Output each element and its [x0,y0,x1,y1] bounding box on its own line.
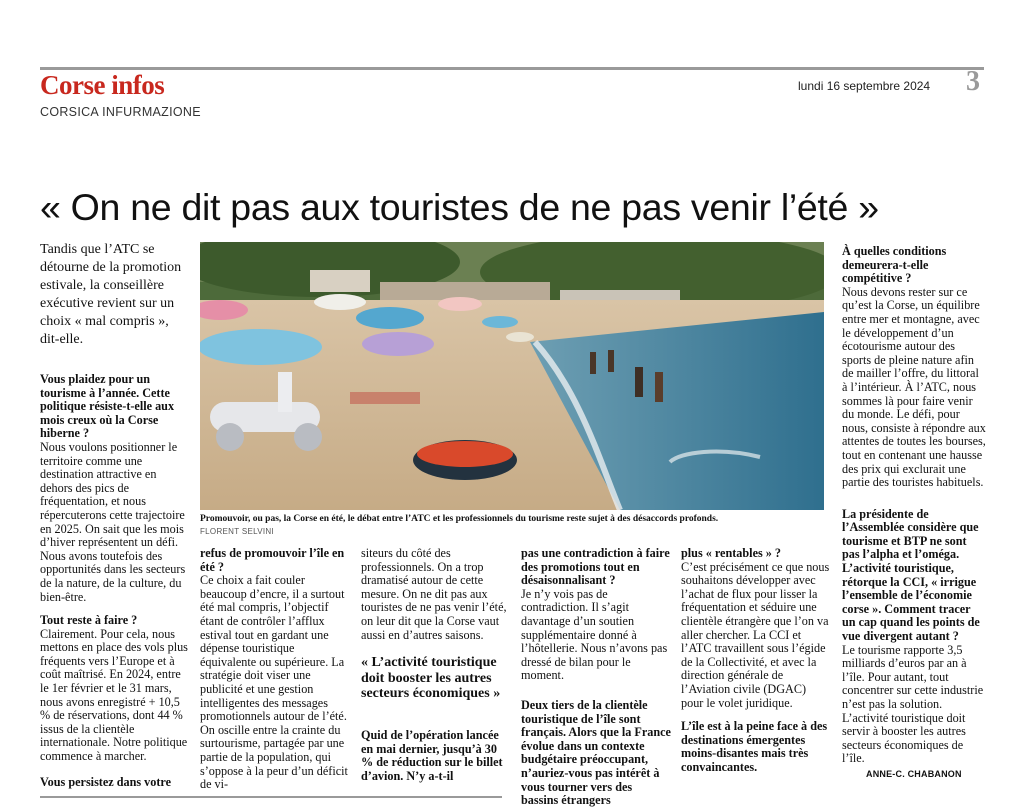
question-text: La présidente de l’Assemblée considère que tourisme et BTP ne sont pas l’alpha et l’oméga. L’activité touristique, rétorque la CCI, « irrigue l’ensemble de l’économie corse ». Comment tracer un cap quand les points de vue divergent autant ? [842,506,980,644]
masthead-rule [40,67,984,70]
question-text: pas une contradiction à faire des promotions tout en désaisonnalisant ? [521,546,670,588]
beach-photo [200,242,824,510]
byline: ANNE-C. CHABANON [866,769,962,779]
column-2 [200,547,352,802]
bottom-rule [40,796,502,798]
question-text: Tout reste à faire ? [40,613,138,628]
newspaper-section-title: Corse infos [40,70,165,100]
question-text: À quelles conditions demeurera-t-elle compétitive ? [842,244,947,286]
article-headline: « On ne dit pas aux touristes de ne pas venir l’été » [40,186,879,228]
question-text: Quid de l’opération lancée en mai dernier, jusqu’à 30 % de réduction sur le billet d’avion. N’y a-t-il [361,728,503,783]
answer-text: siteurs du côté des professionnels. On a trop dramatisé autour de cette mesure. On ne dit pas aux touristes de ne pas venir l’été, on leur dit que la Corse vaut aussi en d’autres saisons. [361,546,507,642]
photo-credit: FLORENT SELVINI [200,527,274,536]
column-4 [521,547,671,808]
answer-text: Clairement. Pour cela, nous mettons en place des vols plus fréquents vers l’Europe et à coût maîtrisé. En 2024, entre le 1er février et le 31 mars, nous avons enregistré + 10,5 % de réservations, dont 44 % issus de la clientèle internationale. Notre politique commence à marcher. [40,626,188,764]
answer-text: C’est précisément ce que nous souhaitons développer avec l’achat de flux pour lisser la fréquentation et séduire une clientèle étrangère que l’on va aller chercher. La CCI et l’ATC travaillent sous l’égide de la Collectivité, et avec la direction générale de l’Aviation civile (DGAC) pour le volet juridique. [681,559,830,710]
column-5 [681,547,831,775]
question-text: refus de promouvoir l’île en été ? [200,546,345,574]
question-text: Vous persistez dans votre [40,774,172,789]
answer-text: Je n’y vois pas de contradiction. Il s’agit davantage d’un soutien supplémentaire donné à l’hôtellerie. Nous n’avons pas dressé de bilan pour le moment. [521,586,668,683]
column-6 [842,245,986,776]
answer-text: Le tourisme rapporte 3,5 milliards d’euros par an à l’île. Pour autant, tout concentrer sur cette industrie n’est pas la solution. L’activité touristique doit servir à booster les autres secteurs économiques de l’île. [842,642,984,766]
pull-quote: « L’activité touristique doit booster les autres secteurs économiques » [361,655,501,701]
section-subtitle: CORSICA INFURMAZIONE [40,105,201,119]
publication-date: lundi 16 septembre 2024 [798,79,931,93]
answer-text: Ce choix a fait couler beaucoup d’encre, il a surtout été mal compris, l’objectif étant de contrôler l’afflux estival tout en gardant une dépense touristique équivalente ou supérieure. La stratégie doit viser une publicité et une gestion intelligentes des messages promotionnels autour de l’été. On oscille entre la crainte du surtourisme, partagée par une partie de la population, qui s’oppose à la peur d’un déficit de vi- [200,573,348,792]
photo-caption: Promouvoir, ou pas, la Corse en été, le débat entre l’ATC et les professionnels du tourisme reste sujet à des désaccords profonds. [200,514,719,524]
page-number: 3 [966,66,980,97]
beach-scene-image [200,242,824,510]
column-3 [361,547,511,652]
column-1 [40,241,190,789]
question-text: Vous plaidez pour un tourisme à l’année. Cette politique résiste-t-elle aux mois creux où la Corse hiberne ? [40,372,175,441]
question-text: Deux tiers de la clientèle touristique de l’île sont français. Alors que la France évolue dans un contexte budgétaire préoccupant, n’auriez-vous pas intérêt à vous tourner vers des bassins étrangers [521,697,671,808]
question-text: L’île est à la peine face à des destinations émergentes moins-disantes mais très convaincantes. [681,719,828,774]
article-lede: Tandis que l’ATC se détourne de la promotion estivale, la conseillère exécutive revient sur un choix « mal compris », dit-elle. [40,242,182,347]
answer-text: Nous voulons positionner le territoire comme une destination attractive en dehors des pics de fréquentation, et nous répercuterons cette trajectoire en 2025. On sait que les mois d’hiver représentent un défi. Nous avons toutefois des opportunités dans les secteurs de la nature, de la culture, du bien-être. [40,439,186,604]
column-3-question [361,729,511,783]
question-text: plus « rentables » ? [681,546,781,560]
answer-text: Nous devons rester sur ce qu’est la Corse, un équilibre entre mer et montagne, avec le développement d’un écotourisme autour des sports de pleine nature afin de mailler l’offre, du littoral à l’intérieur. À l’ATC, nous sommes là pour faire venir du monde. Le défi, pour nous, consiste à répondre aux attentes de toutes les bourses, tout en contenant une hausse des prix qui exclurait une partie des touristes habituels. [842,284,986,490]
